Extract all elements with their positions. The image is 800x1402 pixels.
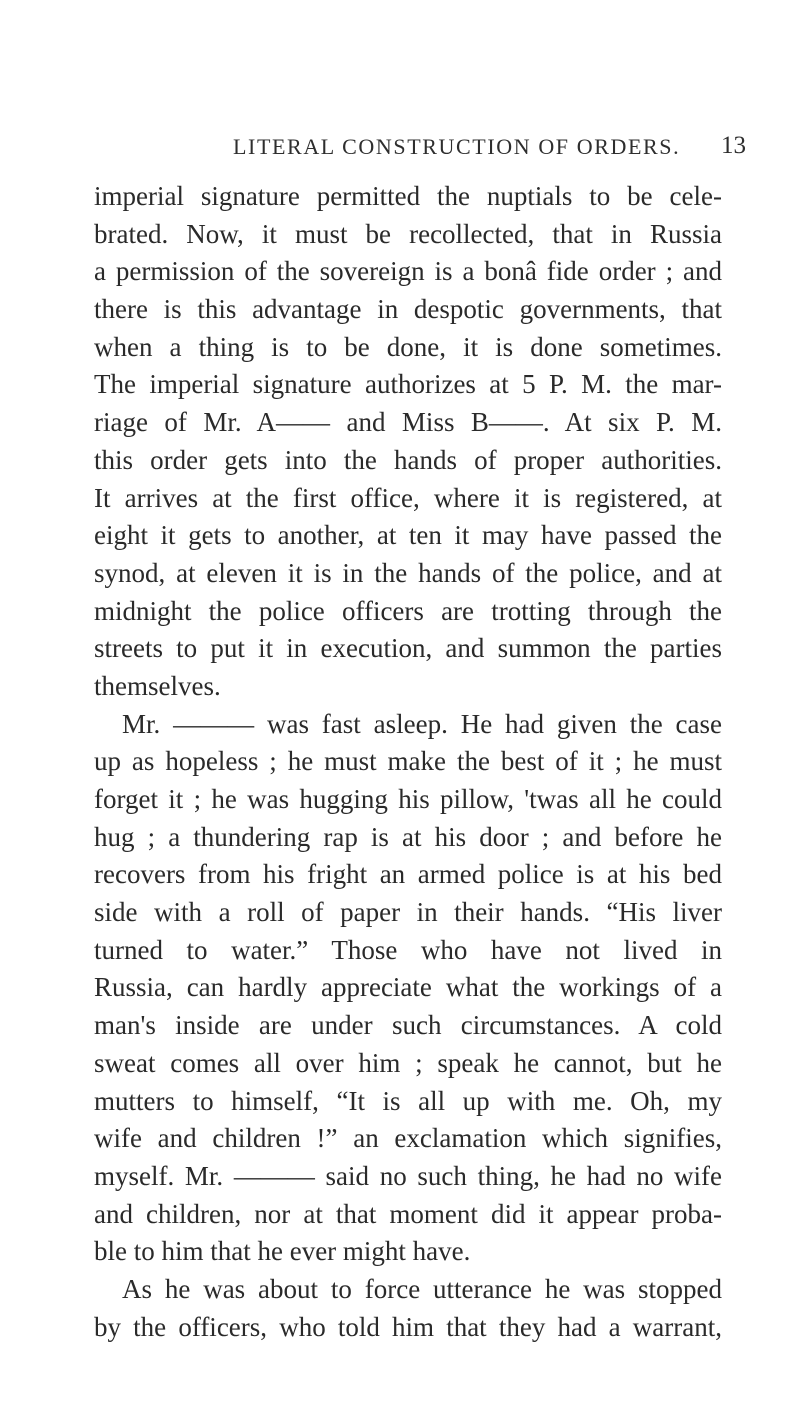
text-line: side with a roll of paper in their hands. “His liver bbox=[94, 897, 722, 928]
text-line: riage of Mr. A—— and Miss B——. At six P. M. bbox=[94, 407, 722, 438]
text-line: recovers from his fright an armed police is at his bed bbox=[94, 859, 722, 890]
text-line: when a thing is to be done, it is done sometimes. bbox=[94, 331, 722, 362]
text-line: sweat comes all over him ; speak he cannot, but he bbox=[94, 1047, 722, 1078]
text-line: and children, nor at that moment did it appear proba- bbox=[94, 1198, 722, 1229]
running-head bbox=[0, 126, 800, 166]
text-line: myself. Mr. ——— said no such thing, he had no wife bbox=[94, 1160, 722, 1191]
text-line: turned to water.” Those who have not lived in bbox=[94, 934, 722, 965]
text-line: up as hopeless ; he must make the best of it ; he must bbox=[94, 746, 722, 777]
text-line: wife and children !” an exclamation which signifies, bbox=[94, 1123, 722, 1154]
text-line: mutters to himself, “It is all up with me. Oh, my bbox=[94, 1085, 722, 1116]
text-line: ble to him that he ever might have. bbox=[94, 1236, 471, 1267]
running-head-title: LITERAL CONSTRUCTION OF ORDERS. bbox=[233, 134, 681, 159]
body-text bbox=[94, 178, 722, 1346]
text-line: eight it gets to another, at ten it may have passed the bbox=[94, 520, 722, 551]
text-line: synod, at eleven it is in the hands of the police, and at bbox=[94, 557, 722, 588]
text-line: imperial signature permitted the nuptials to be cele- bbox=[94, 181, 722, 211]
text-line: man's inside are under such circumstances. A cold bbox=[94, 1010, 722, 1041]
text-line: a permission of the sovereign is a bonâ fide order ; and bbox=[94, 256, 722, 287]
text-line: brated. Now, it must be recollected, that in Russia bbox=[94, 218, 722, 249]
text-line: midnight the police officers are trotting through the bbox=[94, 595, 722, 626]
text-line: forget it ; he was hugging his pillow, 'twas all he could bbox=[94, 784, 722, 814]
text-line: there is this advantage in despotic governments, that bbox=[94, 294, 722, 325]
text-line: by the officers, who told him that they had a warrant, bbox=[94, 1311, 722, 1342]
text-line: streets to put it in execution, and summon the parties bbox=[94, 633, 722, 664]
text-line: Russia, can hardly appreciate what the workings of a bbox=[94, 972, 722, 1003]
text-line: themselves. bbox=[94, 670, 221, 701]
text-line: hug ; a thundering rap is at his door ; and before he bbox=[94, 821, 722, 852]
text-line: The imperial signature authorizes at 5 P. M. the mar- bbox=[94, 369, 722, 400]
text-line: As he was about to force utterance he was stopped bbox=[122, 1273, 722, 1304]
text-line: this order gets into the hands of proper authorities. bbox=[94, 444, 722, 475]
page-number: 13 bbox=[721, 132, 746, 159]
text-line: It arrives at the first office, where it is registered, at bbox=[94, 482, 722, 513]
text-line: Mr. ——— was fast asleep. He had given the case bbox=[122, 708, 722, 739]
